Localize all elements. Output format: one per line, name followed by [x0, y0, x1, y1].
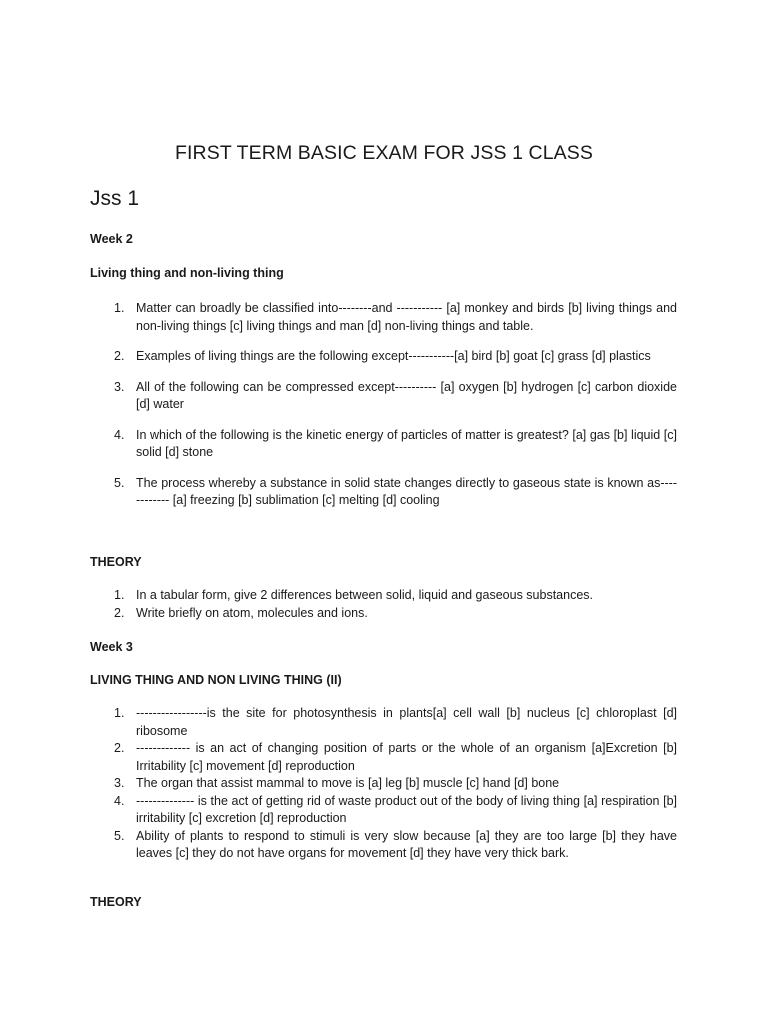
list-item: 3. All of the following can be compressed except---------- [a] oxygen [b] hydrogen [c] carbon dioxide [d] water	[114, 379, 677, 411]
week-2-topic: Living thing and non-living thing	[90, 266, 284, 280]
list-item: 2. Examples of living things are the following except-----------[a] bird [b] goat [c] grass [d] plastics	[114, 349, 651, 363]
list-item: 5. The process whereby a substance in solid state changes directly to gaseous state is known as------------ [a] freezing [b] sublimation [c] melting [d] cooling	[114, 475, 677, 507]
class-subtitle: Jss 1	[90, 187, 140, 210]
document-title: FIRST TERM BASIC EXAM FOR JSS 1 CLASS	[175, 142, 593, 164]
list-item: 1. -----------------is the site for photosynthesis in plants[a] cell wall [b] nucleus [c] chloroplast [d] ribosome	[114, 706, 677, 738]
week-3-theory-heading: THEORY	[90, 895, 142, 909]
list-item: 1. Matter can broadly be classified into--------and ----------- [a] monkey and birds [b] living things and non-living things [c] living things and man [d] non-living things and table.	[114, 301, 677, 333]
list-item: 2. Write briefly on atom, molecules and ions.	[114, 605, 368, 620]
week-2-questions	[90, 300, 677, 523]
week-3-heading: Week 3	[90, 640, 133, 654]
list-item: 4. In which of the following is the kinetic energy of particles of matter is greatest? [a] gas [b] liquid [c] solid [d] stone	[114, 427, 677, 459]
list-item: 2. ------------- is an act of changing position of parts or the whole of an organism [a]Excretion [b] Irritability [c] movement [d] reproduction	[114, 741, 677, 773]
week-3-questions	[90, 705, 677, 863]
list-item: 1. In a tabular form, give 2 differences between solid, liquid and gaseous substances.	[114, 588, 593, 602]
list-item: 3. The organ that assist mammal to move is [a] leg [b] muscle [c] hand [d] bone	[114, 776, 560, 790]
list-item: 4. -------------- is the act of getting rid of waste product out of the body of living thing [a] respiration [b] irritability [c] excretion [d] reproduction	[114, 793, 677, 825]
list-item: 5. Ability of plants to respond to stimuli is very slow because [a] they are too large [b] they have leaves [c] they do not have organs for movement [d] they have very thick bark.	[114, 828, 677, 860]
week-2-heading: Week 2	[90, 232, 133, 246]
week-2-theory-heading: THEORY	[90, 555, 142, 569]
week-3-topic: LIVING THING AND NON LIVING THING (II)	[90, 673, 342, 687]
week-2-theory-list	[90, 587, 677, 622]
